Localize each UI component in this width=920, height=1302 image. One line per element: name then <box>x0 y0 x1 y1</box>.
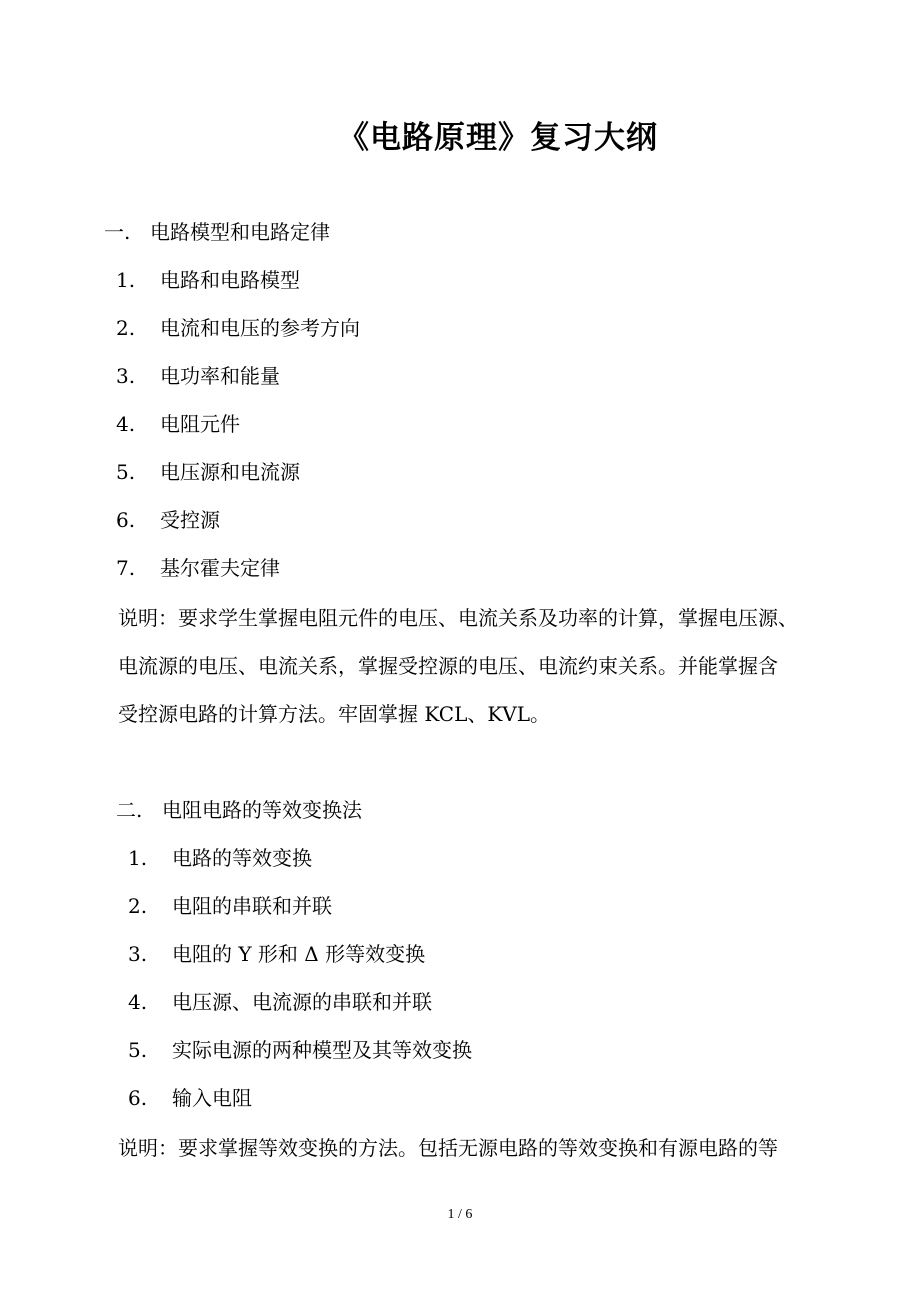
item-text: 受控源 <box>160 508 220 532</box>
item-text: 实际电源的两种模型及其等效变换 <box>172 1038 472 1062</box>
item-text: 电路的等效变换 <box>172 846 312 870</box>
item-number: 1. <box>128 846 148 870</box>
item-number: 6. <box>116 508 136 532</box>
section-1-note <box>118 594 848 738</box>
item-number: 6. <box>128 1086 148 1110</box>
item-number: 2. <box>116 316 136 340</box>
item-number: 7. <box>116 556 136 580</box>
item-text: 电压源和电流源 <box>160 460 300 484</box>
note-line: 说明：要求掌握等效变换的方法。包括无源电路的等效变换和有源电路的等 <box>118 1136 778 1160</box>
item-text: 电阻元件 <box>160 412 240 436</box>
item-text: 基尔霍夫定律 <box>160 556 280 580</box>
note-line: 电流源的电压、电流关系，掌握受控源的电压、电流约束关系。并能掌握含 <box>118 654 778 678</box>
note-line: 受控源电路的计算方法。牢固掌握 KCL、KVL。 <box>118 702 551 726</box>
item-text: 输入电阻 <box>172 1086 252 1110</box>
section-2-note <box>118 1124 848 1172</box>
item-text: 电压源、电流源的串联和并联 <box>172 990 432 1014</box>
item-text: 电流和电压的参考方向 <box>160 316 360 340</box>
item-text: 电路和电路模型 <box>160 268 300 292</box>
item-number: 4. <box>128 990 148 1014</box>
document-title: 《电路原理》复习大纲 <box>338 120 658 156</box>
section-number: 二. <box>116 798 143 822</box>
item-number: 5. <box>128 1038 148 1062</box>
item-text: 电功率和能量 <box>160 364 280 388</box>
item-number: 4. <box>116 412 136 436</box>
item-number: 5. <box>116 460 136 484</box>
item-number: 1. <box>116 268 136 292</box>
item-number: 3. <box>116 364 136 388</box>
section-number: 一. <box>104 220 131 244</box>
item-text: 电阻的串联和并联 <box>172 894 332 918</box>
section-title: 电阻电路的等效变换法 <box>162 798 362 822</box>
item-number: 2. <box>128 894 148 918</box>
page-number: 1 / 6 <box>447 1207 473 1222</box>
item-number: 3. <box>128 942 148 966</box>
section-title: 电路模型和电路定律 <box>150 220 330 244</box>
note-line: 说明：要求学生掌握电阻元件的电压、电流关系及功率的计算，掌握电压源、 <box>118 606 798 630</box>
item-text: 电阻的 Y 形和 Δ 形等效变换 <box>172 942 426 966</box>
